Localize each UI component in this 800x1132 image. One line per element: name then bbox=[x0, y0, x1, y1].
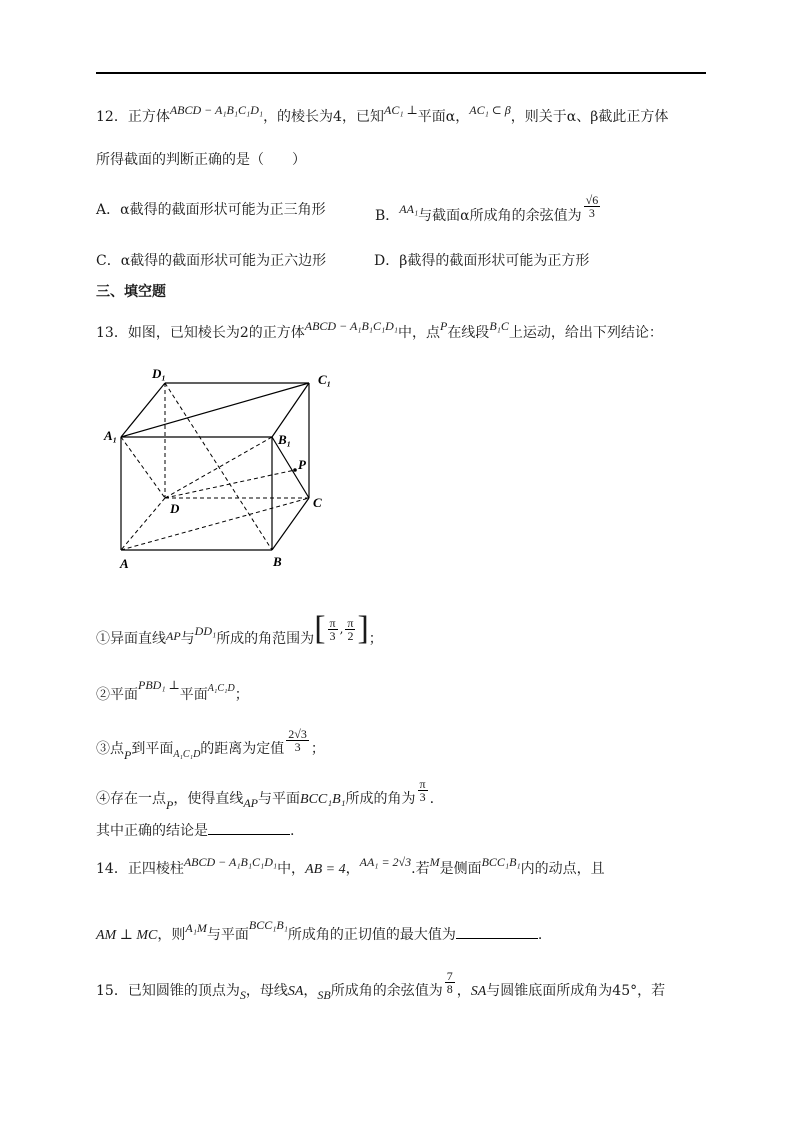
q12-line1 bbox=[96, 103, 669, 125]
q14-bcc1b1: BCC₁B₁ bbox=[481, 855, 521, 869]
q15-sb: SB bbox=[317, 987, 331, 1002]
q14-l2-text3: 所成角的正切值的最大值为 bbox=[287, 927, 456, 943]
q13-s4-mid2: 与平面 bbox=[258, 790, 301, 807]
q15-sa: SA bbox=[287, 983, 304, 999]
q14-text4: 是侧面 bbox=[439, 861, 482, 877]
q15-den: 8 bbox=[446, 982, 453, 996]
q13-s1-prefix: ①异面直线 bbox=[96, 631, 166, 647]
label-c1: C₁ bbox=[318, 372, 332, 387]
q14-ab: AB = 4 bbox=[305, 862, 346, 877]
q13-s4-end: . bbox=[429, 790, 435, 807]
q14-l2-bcc1b1: BCC₁B₁ bbox=[248, 918, 288, 932]
q12-line2: 所得截面的判断正确的是（ ） bbox=[96, 152, 306, 168]
q14-text3: .若 bbox=[411, 861, 430, 877]
q13-s2-mid: 平面 bbox=[179, 687, 208, 703]
q15-sa2: SA bbox=[470, 983, 487, 999]
q13-answer-end: . bbox=[290, 823, 295, 839]
q15-text2: ， bbox=[303, 982, 318, 999]
q13-s3-end: ； bbox=[310, 740, 325, 757]
q13-s4-p: P bbox=[166, 797, 174, 812]
q13-text2: 在线段 bbox=[447, 325, 490, 341]
q13-answer-line bbox=[96, 822, 294, 838]
q13-s1-b-den: 2 bbox=[347, 628, 354, 643]
q13-s3-text: 的距离为定值 bbox=[200, 740, 285, 757]
q13-statement-3 bbox=[96, 727, 325, 762]
q12-ac1: AC₁ ⊥ bbox=[383, 103, 418, 117]
q13-s3-a1c1d: A₁C₁D bbox=[173, 748, 201, 760]
q13-s3-mid: 到平面 bbox=[131, 740, 174, 757]
q14-text1: 中， bbox=[277, 861, 306, 877]
section-heading: 三、填空题 bbox=[96, 284, 166, 300]
label-d: D bbox=[170, 501, 180, 516]
q12-option-b-den: 3 bbox=[588, 206, 595, 220]
q13-s4-num: π bbox=[419, 777, 426, 791]
q13-s2-prefix: ②平面 bbox=[96, 687, 138, 703]
q14-answer-blank[interactable] bbox=[456, 926, 538, 939]
q13-s4-fraction bbox=[418, 778, 428, 803]
label-p: P bbox=[298, 457, 306, 472]
q15-text3: 所成角的余弦值为 bbox=[330, 982, 443, 999]
label-b1: B₁ bbox=[278, 432, 292, 447]
q12-option-c: C．α截得的截面形状可能为正六边形 bbox=[96, 253, 327, 269]
q12-option-b-label: B． bbox=[375, 207, 400, 224]
q13-s4-text: 所成的角为 bbox=[345, 790, 416, 807]
label-a1: A₁ bbox=[104, 428, 118, 443]
q12-option-b-aa1: AA₁ bbox=[399, 201, 419, 216]
q13-point-p: P bbox=[439, 319, 448, 333]
q12-option-d: D．β截得的截面形状可能为正方形 bbox=[374, 253, 590, 269]
q13-statement-4 bbox=[96, 777, 435, 812]
q13-s1-frac-b bbox=[345, 617, 355, 642]
q15-num: 7 bbox=[446, 969, 453, 983]
q14-l2-text1: ，则 bbox=[157, 927, 186, 943]
q13-s1-frac-a bbox=[328, 617, 338, 642]
q12-text3: ，则关于α、β截此正方体 bbox=[510, 109, 669, 125]
q12-text1: ，的棱长为4，已知 bbox=[263, 109, 384, 125]
label-a: A bbox=[120, 556, 129, 571]
q13-s3-num: 2√3 bbox=[288, 727, 307, 741]
q13-cube: ABCD − A₁B₁C₁D₁ bbox=[304, 319, 398, 333]
q15-text1: ，母线 bbox=[245, 982, 288, 999]
q13-s1-dd1: DD₁ bbox=[194, 624, 217, 638]
q12-option-a: A．α截得的截面形状可能为正三角形 bbox=[96, 202, 326, 218]
q12-text2: 平面α， bbox=[417, 109, 470, 125]
q13-number: 13．如图，已知棱长为2的正方体 bbox=[96, 325, 305, 341]
q15-number: 15．已知圆锥的顶点为 bbox=[96, 982, 240, 999]
q12-option-b bbox=[375, 190, 602, 224]
q15-fraction bbox=[445, 970, 455, 995]
q14-text5: 内的动点，且 bbox=[520, 861, 605, 877]
q15-line1 bbox=[96, 969, 666, 1002]
q14-point-m: M bbox=[429, 855, 440, 869]
q13-s1-b-num: π bbox=[347, 615, 354, 630]
q13-answer-text: 其中正确的结论是 bbox=[96, 823, 208, 839]
q13-statement-2 bbox=[96, 678, 249, 703]
q14-line1 bbox=[96, 855, 605, 877]
q13-s1-a-num: π bbox=[329, 615, 336, 630]
q14-prism: ABCD − A₁B₁C₁D₁ bbox=[183, 855, 278, 869]
q13-line1 bbox=[96, 319, 663, 341]
q12-option-b-num: √6 bbox=[585, 193, 599, 207]
q13-s1-ap: AP bbox=[166, 629, 181, 643]
q13-s1-lbracket: [ bbox=[314, 610, 326, 647]
q13-segment-b1c: B₁C bbox=[489, 319, 509, 333]
q12-option-b-text: 与截面α所成角的余弦值为 bbox=[418, 207, 582, 224]
label-c: C bbox=[313, 495, 322, 510]
q13-s3-prefix: ③点 bbox=[96, 740, 124, 757]
q13-s1-text: 所成的角范围为 bbox=[216, 631, 315, 647]
q13-s4-den: 3 bbox=[419, 790, 426, 804]
q15-text5: 与圆锥底面所成角为45°，若 bbox=[486, 982, 666, 999]
header-rule bbox=[96, 72, 706, 74]
q13-s2-pbd1: PBD₁ ⊥ bbox=[138, 678, 180, 692]
q14-a1m: A₁M bbox=[185, 921, 207, 935]
q13-s3-fraction bbox=[286, 728, 309, 753]
q14-am-perp-mc: AM ⊥ MC bbox=[96, 928, 158, 943]
q14-text2: ， bbox=[345, 861, 360, 877]
q12-cube: ABCD − A₁B₁C₁D₁ bbox=[169, 103, 264, 117]
q14-line2 bbox=[96, 918, 543, 943]
q13-s1-a-den: 3 bbox=[329, 628, 336, 643]
q13-text1: 中，点 bbox=[397, 325, 440, 341]
q13-s4-ap: AP bbox=[243, 795, 259, 810]
q12-number: 12．正方体 bbox=[96, 109, 170, 125]
q13-s4-prefix: ④存在一点 bbox=[96, 790, 166, 807]
q15-text4: ， bbox=[456, 982, 471, 999]
q13-s1-rbracket: ] bbox=[357, 610, 369, 647]
q13-text3: 上运动，给出下列结论： bbox=[508, 325, 663, 341]
q14-l2-text2: 与平面 bbox=[206, 927, 249, 943]
q15-vertex-s: S bbox=[239, 987, 246, 1002]
q13-s2-end: ； bbox=[234, 687, 249, 703]
q13-s1-end: ； bbox=[368, 631, 383, 647]
label-b: B bbox=[273, 554, 282, 569]
q13-s3-den: 3 bbox=[294, 740, 301, 754]
q12-option-b-fraction bbox=[584, 194, 601, 219]
point-p-dot bbox=[293, 468, 297, 472]
label-d1: D₁ bbox=[152, 366, 166, 381]
q14-aa1: AA₁ = 2√3 bbox=[359, 855, 412, 869]
q13-s4-mid: ，使得直线 bbox=[173, 790, 244, 807]
q13-statement-1: ①异面直线AP与DD₁所成的角范围为[ $\frac{\pi}{3}$ , $\frac{\pi}{2}$ ]； bbox=[96, 610, 383, 647]
q12-ac1-subset: AC₁ ⊂ β bbox=[469, 103, 511, 117]
q13-s4-bcc1b1: BCC₁B₁ bbox=[300, 791, 346, 807]
q13-s1-mid: 与 bbox=[180, 631, 195, 647]
q13-s2-a1c1d: A₁C₁D bbox=[207, 683, 235, 694]
q14-number: 14．正四棱柱 bbox=[96, 861, 184, 877]
q13-answer-blank[interactable] bbox=[208, 822, 290, 835]
q13-s3-p: P bbox=[124, 747, 132, 762]
q14-l2-end: . bbox=[537, 927, 543, 943]
